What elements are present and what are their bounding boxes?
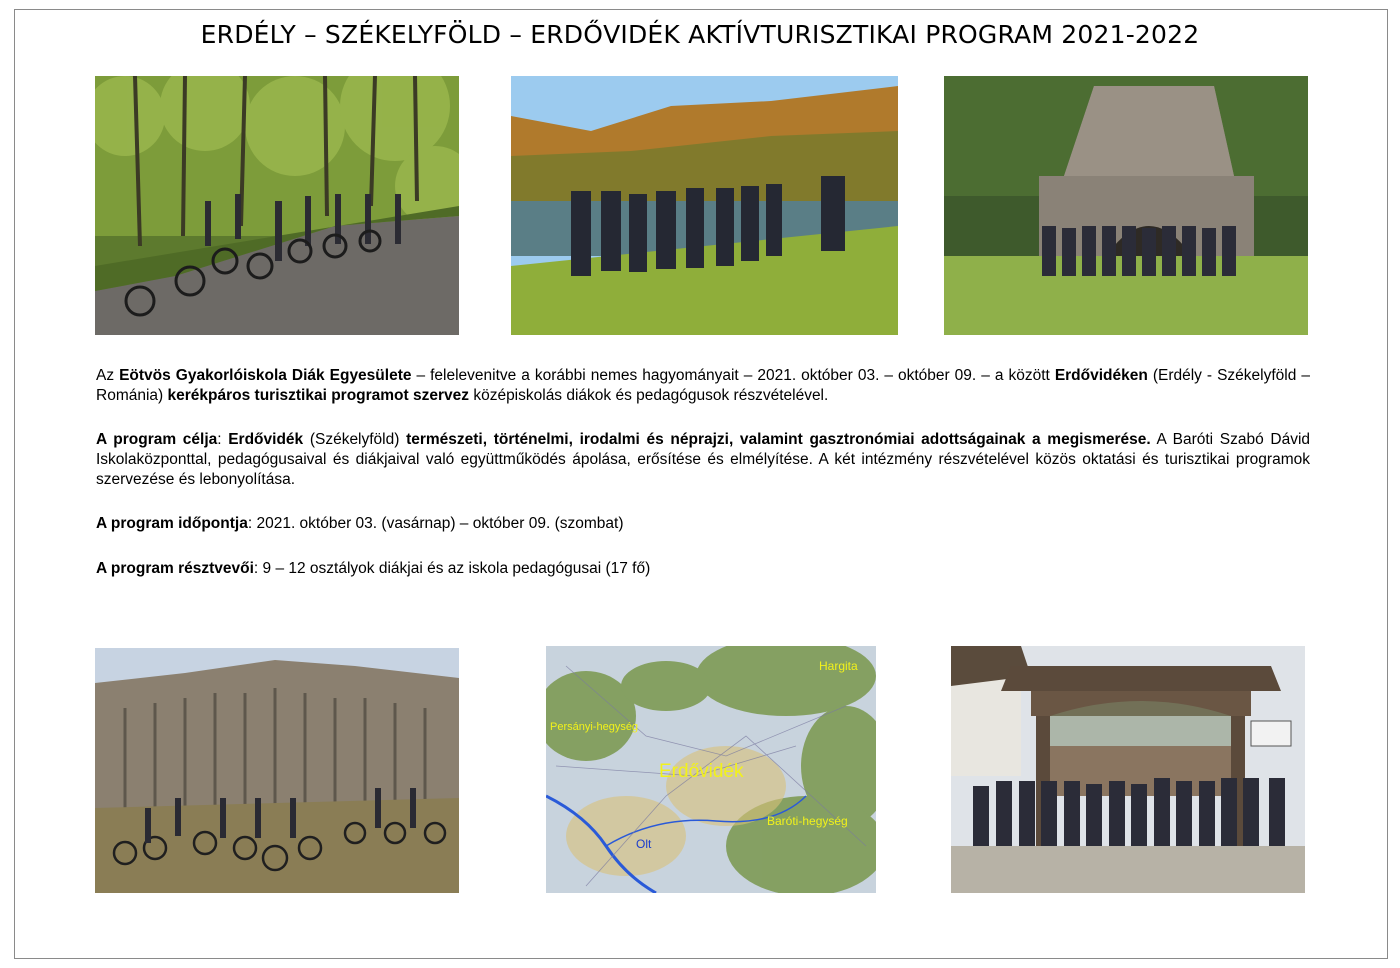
photo-group-carved-gate <box>951 646 1305 893</box>
time-paragraph <box>96 514 1310 534</box>
time-label: A program időpontja <box>96 515 248 532</box>
participants-label: A program résztvevői <box>96 560 254 577</box>
program-type: kerékpáros turisztikai programot szervez <box>167 387 470 404</box>
map-label-olt: Olt <box>636 837 652 851</box>
intro-paragraph: Az Eötvös Gyakorlóiskola Diák Egyesülete – felelevenitve a korábbi nemes hagyományait – 2021. október 03. – október 09. – a között Erdővidéken (Erdély - Székelyföld – Románia) kerékpáros turisztikai programot szervez középiskolás diákok és pedagógusok részvételével. <box>96 367 1310 404</box>
goal-aim: természeti, történelmi, irodalmi és néprajzi, valamint gasztronómiai adottságainak a megismerése. <box>406 431 1151 448</box>
page-title: ERDÉLY – SZÉKELYFÖLD – ERDŐVIDÉK AKTÍVTURISZTIKAI PROGRAM 2021-2022 <box>200 20 1200 49</box>
photo-cyclists-basalt-cliff <box>95 648 459 893</box>
participants-value: : 9 – 12 osztályok diákjai és az iskola pedagógusai (17 fő) <box>253 560 651 577</box>
goal-label: A program célja <box>96 431 218 448</box>
goal-paragraph: A program célja: Erdővidék (Székelyföld) természeti, történelmi, irodalmi és néprajzi, valamint gasztronómiai adottságainak a megismerése. A Baróti Szabó Dávid Iskolaközponttal, pedagógusaival és diákjaival való együttműködés ápolása, erősítése és elmélyítése. A két intézmény részvételével közös oktatási és turisztikai programok szervezése és lebonyolítása. <box>96 431 1311 488</box>
map-label-persany: Persányi-hegység <box>550 721 639 733</box>
map-label-erdovidek: Erdővidék <box>659 761 744 782</box>
organization-name: Eötvös Gyakorlóiskola Diák Egyesülete <box>119 367 412 384</box>
map-label-baroti: Baróti-hegység <box>767 814 848 828</box>
photo-group-lake <box>511 76 898 335</box>
place-name: Erdővidéken <box>1054 367 1148 384</box>
participants-paragraph <box>96 559 1310 579</box>
photo-region-map <box>546 646 876 893</box>
map-label-hargita: Hargita <box>819 659 858 673</box>
photo-group-stone-furnace <box>944 76 1308 335</box>
photo-cyclists-forest-road <box>95 76 459 335</box>
time-value: : 2021. október 03. (vasárnap) – október 09. (szombat) <box>247 515 624 532</box>
